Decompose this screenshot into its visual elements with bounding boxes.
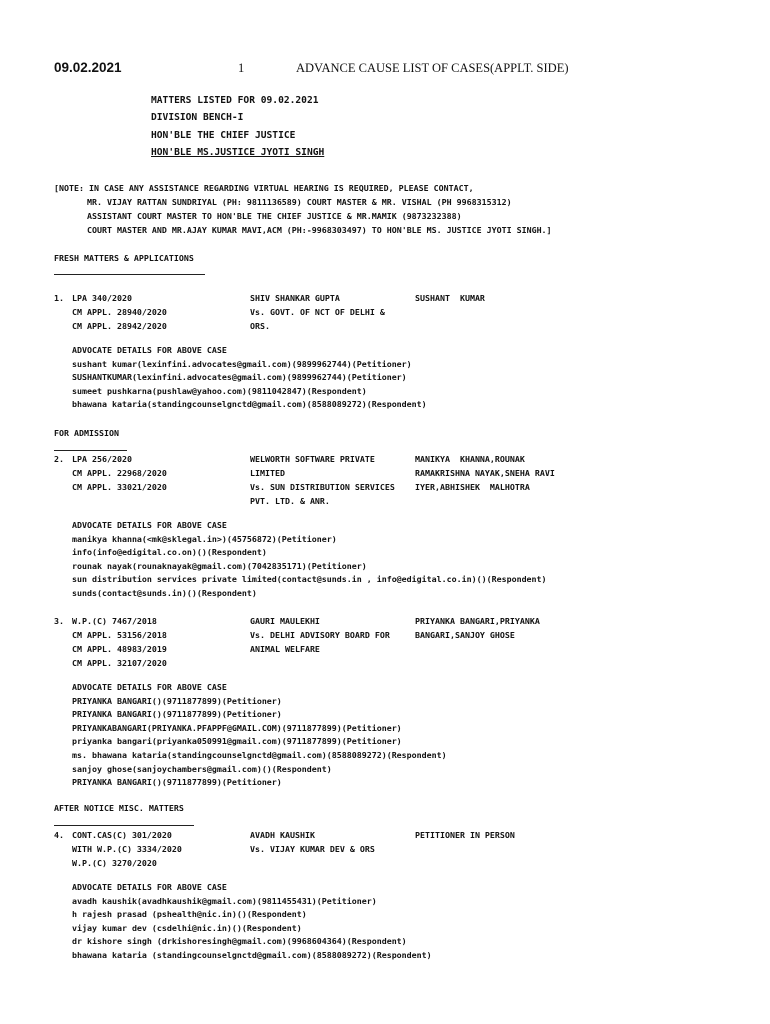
advocate-line: bhawana kataria(standingcounselgnctd@gmail.com)(8588089272)(Respondent) xyxy=(72,399,427,410)
advocate-line: PRIYANKA BANGARI()(9711877899)(Petitioner) xyxy=(72,777,282,788)
section-rule xyxy=(54,825,194,826)
advocate-line: sun distribution services private limited(contact@sunds.in , info@edigital.co.in)()(Respondent) xyxy=(72,574,547,585)
case-number: 3. xyxy=(54,616,64,626)
advocate-line: priyanka bangari(priyanka050991@gmail.com)(9711877899)(Petitioner) xyxy=(72,736,402,747)
party-line: ANIMAL WELFARE xyxy=(250,644,320,654)
justice-line: HON'BLE MS.JUSTICE JYOTI SINGH xyxy=(151,147,325,158)
section-heading-after-notice: AFTER NOTICE MISC. MATTERS xyxy=(54,803,184,813)
document-title: ADVANCE CAUSE LIST OF CASES(APPLT. SIDE) xyxy=(296,61,569,75)
case-number: 1. xyxy=(54,293,64,303)
counsel-line: RAMAKRISHNA NAYAK,SNEHA RAVI xyxy=(415,468,555,478)
advocate-line: bhawana kataria (standingcounselgnctd@gmail.com)(8588089272)(Respondent) xyxy=(72,949,432,960)
party-line: AVADH KAUSHIK xyxy=(250,830,315,840)
section-heading-admission: FOR ADMISSION xyxy=(54,428,119,438)
division-bench-line: DIVISION BENCH-I xyxy=(151,112,244,123)
advocate-line: info(info@edigital.co.on)()(Respondent) xyxy=(72,547,267,558)
party-line: WELWORTH SOFTWARE PRIVATE xyxy=(250,454,375,464)
advocate-heading: ADVOCATE DETAILS FOR ABOVE CASE xyxy=(72,520,227,530)
case-number: 4. xyxy=(54,830,64,840)
advocate-details xyxy=(72,681,447,790)
advocate-heading: ADVOCATE DETAILS FOR ABOVE CASE xyxy=(72,345,227,355)
party-line: LIMITED xyxy=(250,468,285,478)
party-line: ORS. xyxy=(250,321,270,331)
advocate-heading: ADVOCATE DETAILS FOR ABOVE CASE xyxy=(72,682,227,692)
counsel-line: IYER,ABHISHEK MALHOTRA xyxy=(415,482,530,492)
case-title-line: LPA 256/2020 xyxy=(72,454,132,464)
case-title-line: W.P.(C) 7467/2018 xyxy=(72,616,157,626)
counsel-line: BANGARI,SANJOY GHOSE xyxy=(415,630,515,640)
note-line: [NOTE: IN CASE ANY ASSISTANCE REGARDING VIRTUAL HEARING IS REQUIRED, PLEASE CONTACT, xyxy=(54,183,474,193)
list-date: 09.02.2021 xyxy=(54,60,122,75)
section-heading-fresh: FRESH MATTERS & APPLICATIONS xyxy=(54,253,194,263)
case-title-line: WITH W.P.(C) 3334/2020 xyxy=(72,844,182,854)
advocate-details xyxy=(72,344,427,412)
case-title-line: CM APPL. 22968/2020 xyxy=(72,468,167,478)
case-title-line: W.P.(C) 3270/2020 xyxy=(72,858,157,868)
case-title-line: CM APPL. 28942/2020 xyxy=(72,321,167,331)
party-line: SHIV SHANKAR GUPTA xyxy=(250,293,340,303)
party-line: Vs. VIJAY KUMAR DEV & ORS xyxy=(250,844,375,854)
advocate-line: vijay kumar dev (csdelhi@nic.in)()(Respondent) xyxy=(72,922,302,933)
page-number: 1 xyxy=(238,61,245,75)
case-number: 2. xyxy=(54,454,64,464)
case-title-line: CM APPL. 48983/2019 xyxy=(72,644,167,654)
party-line: PVT. LTD. & ANR. xyxy=(250,496,330,506)
party-line: Vs. SUN DISTRIBUTION SERVICES xyxy=(250,482,395,492)
counsel-line: PETITIONER IN PERSON xyxy=(415,830,515,840)
advocate-details xyxy=(72,519,547,601)
case-title-line: CM APPL. 32107/2020 xyxy=(72,658,167,668)
advocate-line: sanjoy ghose(sanjoychambers@gmail.com)()(Respondent) xyxy=(72,763,332,774)
advocate-line: SUSHANTKUMAR(lexinfini.advocates@gmail.com)(9899962744)(Petitioner) xyxy=(72,372,407,383)
advocate-line: PRIYANKA BANGARI()(9711877899)(Petitioner) xyxy=(72,709,282,720)
party-line: Vs. GOVT. OF NCT OF DELHI & xyxy=(250,307,385,317)
case-title-line: CM APPL. 53156/2018 xyxy=(72,630,167,640)
advocate-heading: ADVOCATE DETAILS FOR ABOVE CASE xyxy=(72,882,227,892)
case-title-line: CM APPL. 33021/2020 xyxy=(72,482,167,492)
party-line: GAURI MAULEKHI xyxy=(250,616,320,626)
matters-listed-line: MATTERS LISTED FOR 09.02.2021 xyxy=(151,95,319,106)
counsel-line: MANIKYA KHANNA,ROUNAK xyxy=(415,454,525,464)
advocate-line: h rajesh prasad (pshealth@nic.in)()(Respondent) xyxy=(72,909,307,920)
advocate-line: sushant kumar(lexinfini.advocates@gmail.com)(9899962744)(Petitioner) xyxy=(72,358,412,369)
advocate-line: sumeet pushkarna(pushlaw@yahoo.com)(9811042847)(Respondent) xyxy=(72,385,367,396)
party-line: Vs. DELHI ADVISORY BOARD FOR xyxy=(250,630,390,640)
advocate-line: avadh kaushik(avadhkaushik@gmail.com)(9811455431)(Petitioner) xyxy=(72,895,377,906)
case-title-line: CM APPL. 28940/2020 xyxy=(72,307,167,317)
section-rule xyxy=(54,450,127,451)
advocate-line: dr kishore singh (drkishoresingh@gmail.com)(9968604364)(Respondent) xyxy=(72,936,407,947)
advocate-line: rounak nayak(rounaknayak@gmail.com)(7042835171)(Petitioner) xyxy=(72,560,367,571)
note-line: ASSISTANT COURT MASTER TO HON'BLE THE CHIEF JUSTICE & MR.MAMIK (9873232388) xyxy=(87,211,462,221)
advocate-line: PRIYANKA BANGARI()(9711877899)(Petitioner) xyxy=(72,695,282,706)
case-title-line: CONT.CAS(C) 301/2020 xyxy=(72,830,172,840)
advocate-line: ms. bhawana kataria(standingcounselgnctd@gmail.com)(8588089272)(Respondent) xyxy=(72,749,447,760)
case-title-line: LPA 340/2020 xyxy=(72,293,132,303)
advocate-line: manikya khanna(<mk@sklegal.in>)(45756872)(Petitioner) xyxy=(72,533,337,544)
chief-justice-line: HON'BLE THE CHIEF JUSTICE xyxy=(151,130,296,141)
note-line: MR. VIJAY RATTAN SUNDRIYAL (PH: 9811136589) COURT MASTER & MR. VISHAL (PH 9968315312) xyxy=(87,197,512,207)
advocate-details xyxy=(72,881,432,963)
counsel-line: SUSHANT KUMAR xyxy=(415,293,485,303)
advocate-line: PRIYANKABANGARI(PRIYANKA.PFAPPF@GMAIL.COM)(9711877899)(Petitioner) xyxy=(72,722,402,733)
section-rule xyxy=(54,274,205,275)
note-line: COURT MASTER AND MR.AJAY KUMAR MAVI,ACM (PH:-9968303497) TO HON'BLE MS. JUSTICE JYOTI SINGH.] xyxy=(87,225,552,235)
counsel-line: PRIYANKA BANGARI,PRIYANKA xyxy=(415,616,540,626)
advocate-line: sunds(contact@sunds.in)()(Respondent) xyxy=(72,587,257,598)
